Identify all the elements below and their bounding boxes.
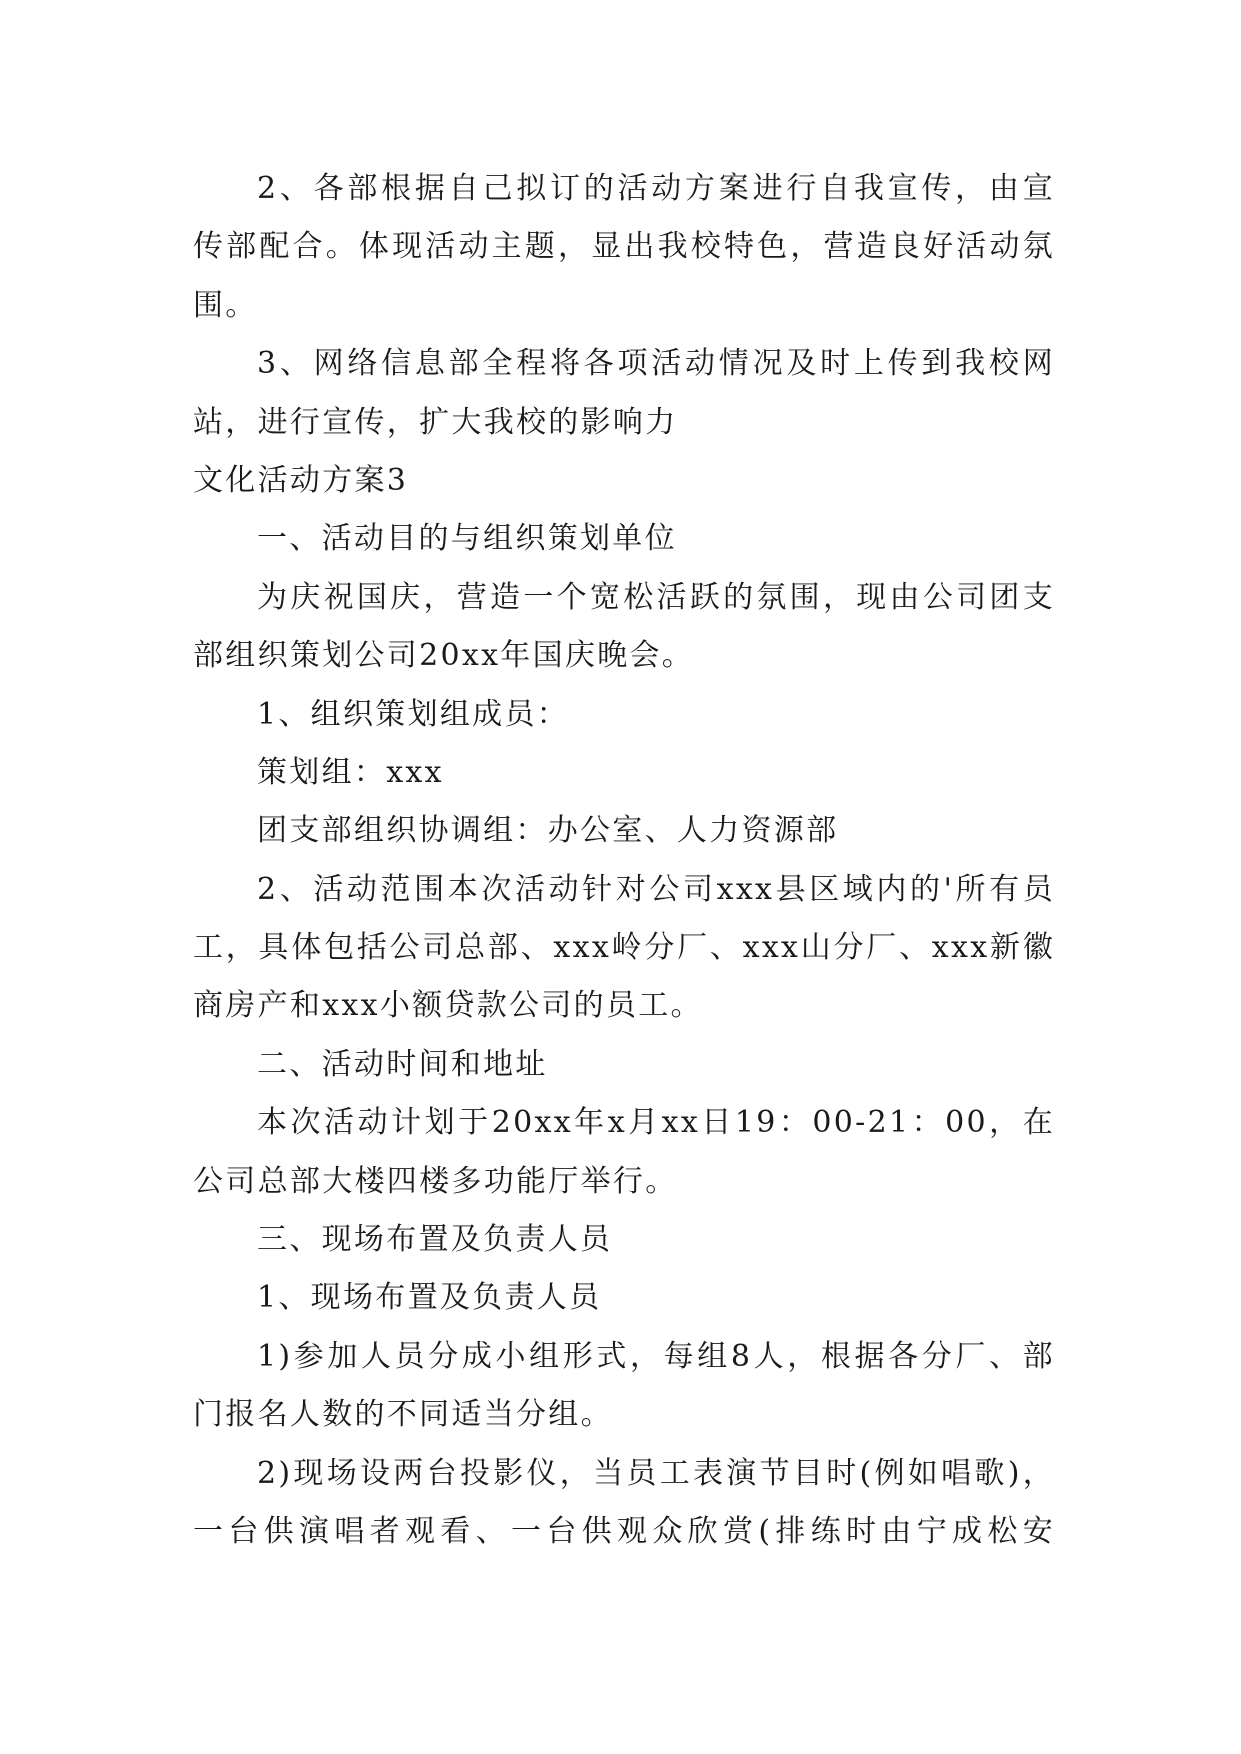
text-line: 2)现场设两台投影仪，当员工表演节目时(例如唱歌)， <box>257 1455 1055 1491</box>
text-line: 围。 <box>193 287 258 323</box>
text-line: 2、活动范围本次活动针对公司xxx县区域内的'所有员 <box>257 871 1055 907</box>
text-line: 部组织策划公司20xx年国庆晚会。 <box>193 638 695 674</box>
text-line: 一、活动目的与组织策划单位 <box>257 521 677 557</box>
text-line: 站，进行宣传，扩大我校的影响力 <box>193 404 678 440</box>
text-line: 1、组织策划组成员： <box>257 696 570 732</box>
text-line: 商房产和xxx小额贷款公司的员工。 <box>193 988 703 1024</box>
document-body <box>193 160 1055 1561</box>
text-line: 3、网络信息部全程将各项活动情况及时上传到我校网 <box>257 346 1055 382</box>
text-line: 1、现场布置及负责人员 <box>257 1280 602 1316</box>
text-line: 三、现场布置及负责人员 <box>257 1222 613 1258</box>
text-line: 一台供演唱者观看、一台供观众欣赏(排练时由宁成松安 <box>193 1513 1055 1549</box>
text-line: 公司总部大楼四楼多功能厅举行。 <box>193 1163 678 1199</box>
text-line: 为庆祝国庆，营造一个宽松活跃的氛围，现由公司团支 <box>257 579 1055 615</box>
text-line: 本次活动计划于20xx年x月xx日19：00-21：00，在 <box>257 1105 1055 1141</box>
text-line: 传部配合。体现活动主题，显出我校特色，营造良好活动氛 <box>193 229 1055 265</box>
text-line: 策划组：xxx <box>257 754 444 790</box>
text-line: 2、各部根据自己拟订的活动方案进行自我宣传，由宣 <box>257 171 1055 206</box>
text-line: 门报名人数的不同适当分组。 <box>193 1397 613 1433</box>
text-line: 团支部组织协调组：办公室、人力资源部 <box>257 813 839 849</box>
text-line: 二、活动时间和地址 <box>257 1046 548 1082</box>
text-line: 1)参加人员分成小组形式，每组8人，根据各分厂、部 <box>257 1338 1055 1374</box>
text-line: 文化活动方案3 <box>193 462 409 498</box>
text-line: 工，具体包括公司总部、xxx岭分厂、xxx山分厂、xxx新徽 <box>193 930 1055 966</box>
